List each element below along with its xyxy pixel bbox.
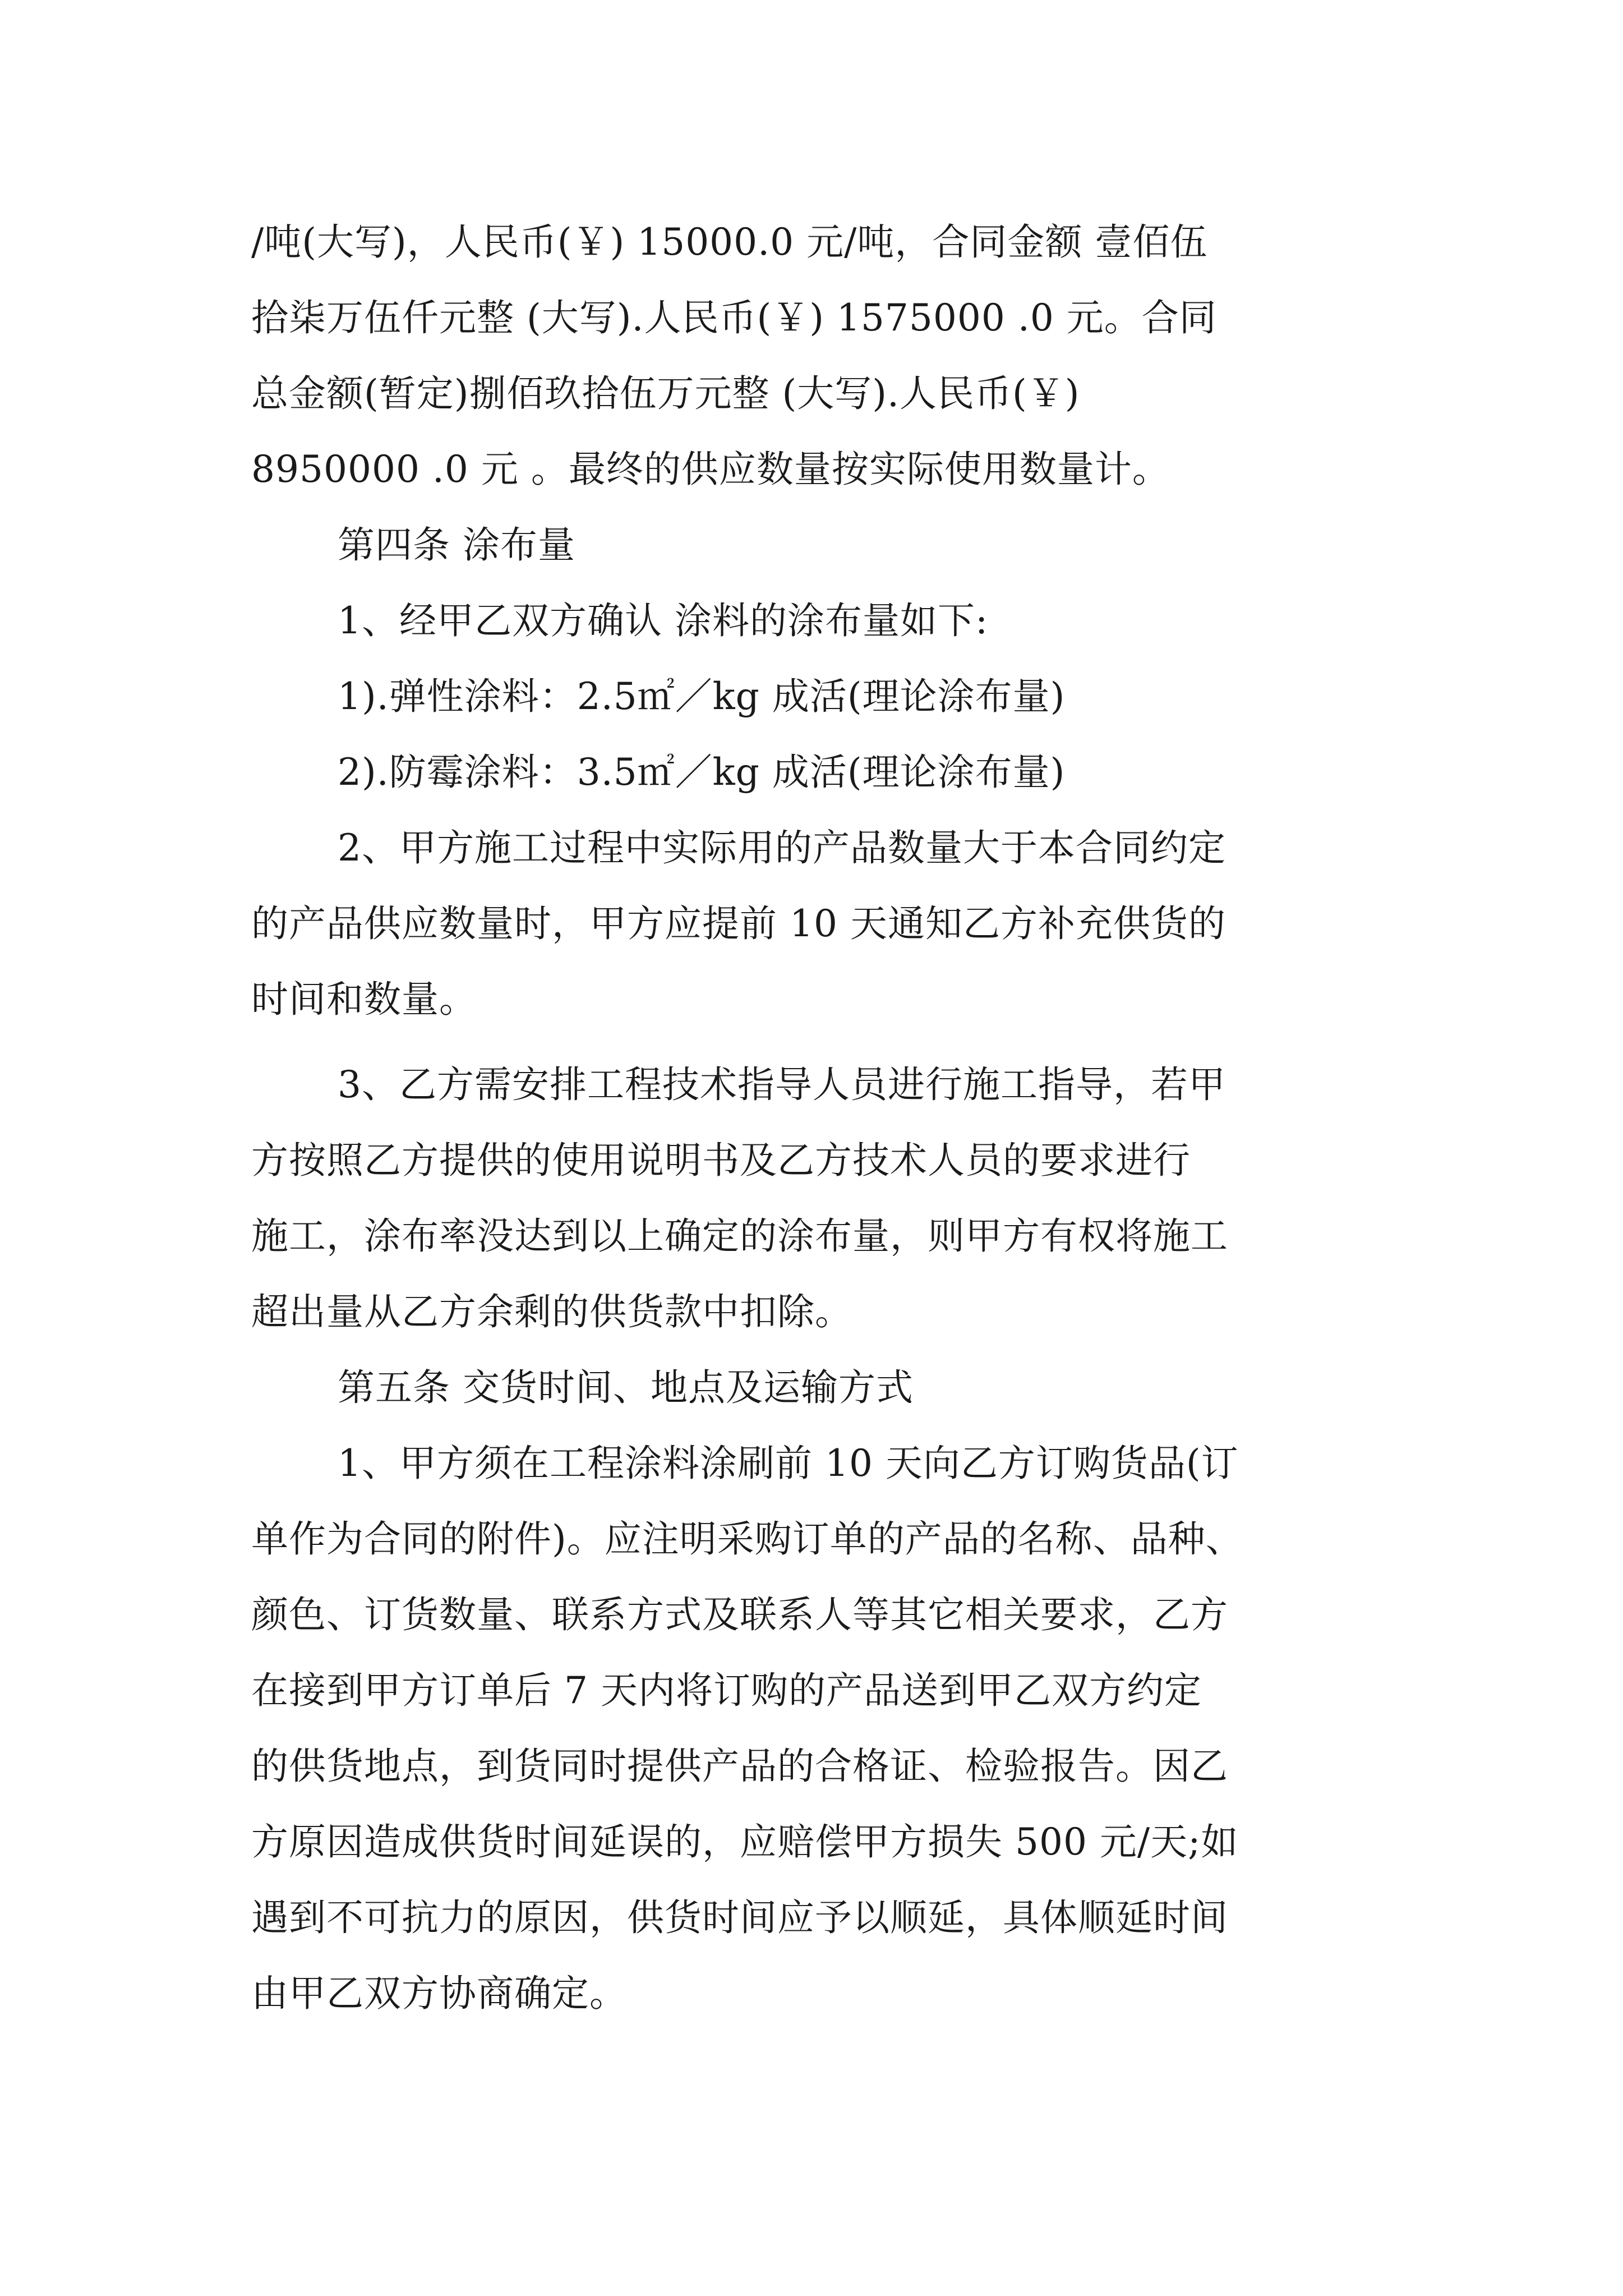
text-line-13: 方按照乙方提供的使用说明书及乙方技术人员的要求进行 <box>251 1139 1191 1182</box>
text-line-8: 2).防霉涂料：3.5㎡／kg 成活(理论涂布量) <box>338 751 1066 794</box>
text-line-9: 2、甲方施工过程中实际用的产品数量大于本合同约定 <box>338 826 1226 869</box>
text-line-22: 方原因造成供货时间延误的，应赔偿甲方损失 500 元/天;如 <box>251 1820 1239 1864</box>
text-line-11: 时间和数量。 <box>251 978 477 1021</box>
section-heading-article-4: 第四条 涂布量 <box>338 523 575 567</box>
text-line-20: 在接到甲方订单后 7 天内将订购的产品送到甲乙双方约定 <box>251 1669 1202 1712</box>
text-line-18: 单作为合同的附件)。应注明采购订单的产品的名称、品种、 <box>251 1517 1243 1561</box>
text-line-23: 遇到不可抗力的原因，供货时间应予以顺延，具体顺延时间 <box>251 1896 1228 1939</box>
text-line-7: 1).弹性涂料：2.5㎡／kg 成活(理论涂布量) <box>338 675 1066 718</box>
text-line-4: 8950000 .0 元 。最终的供应数量按实际使用数量计。 <box>251 448 1170 491</box>
text-line-2: 拾柒万伍仟元整 (大写).人民币(￥) 1575000 .0 元。合同 <box>251 296 1217 339</box>
text-line-17: 1、甲方须在工程涂料涂刷前 10 天向乙方订购货品(订 <box>338 1442 1239 1485</box>
text-line-6: 1、经甲乙双方确认 涂料的涂布量如下: <box>338 599 989 642</box>
text-line-24: 由甲乙双方协商确定。 <box>251 1972 627 2015</box>
section-heading-article-5: 第五条 交货时间、地点及运输方式 <box>338 1366 914 1409</box>
text-line-19: 颜色、订货数量、联系方式及联系人等其它相关要求，乙方 <box>251 1593 1228 1636</box>
text-line-1: /吨(大写)，人民币(￥) 15000.0 元/吨，合同金额 壹佰伍 <box>251 220 1208 264</box>
text-line-14: 施工，涂布率没达到以上确定的涂布量，则甲方有权将施工 <box>251 1214 1228 1258</box>
text-line-3: 总金额(暂定)捌佰玖拾伍万元整 (大写).人民币(￥) <box>251 372 1080 415</box>
text-line-15: 超出量从乙方余剩的供货款中扣除。 <box>251 1290 852 1333</box>
text-line-10: 的产品供应数量时，甲方应提前 10 天通知乙方补充供货的 <box>251 902 1226 945</box>
text-line-12: 3、乙方需安排工程技术指导人员进行施工指导，若甲 <box>338 1063 1226 1106</box>
text-line-21: 的供货地点，到货同时提供产品的合格证、检验报告。因乙 <box>251 1745 1228 1788</box>
